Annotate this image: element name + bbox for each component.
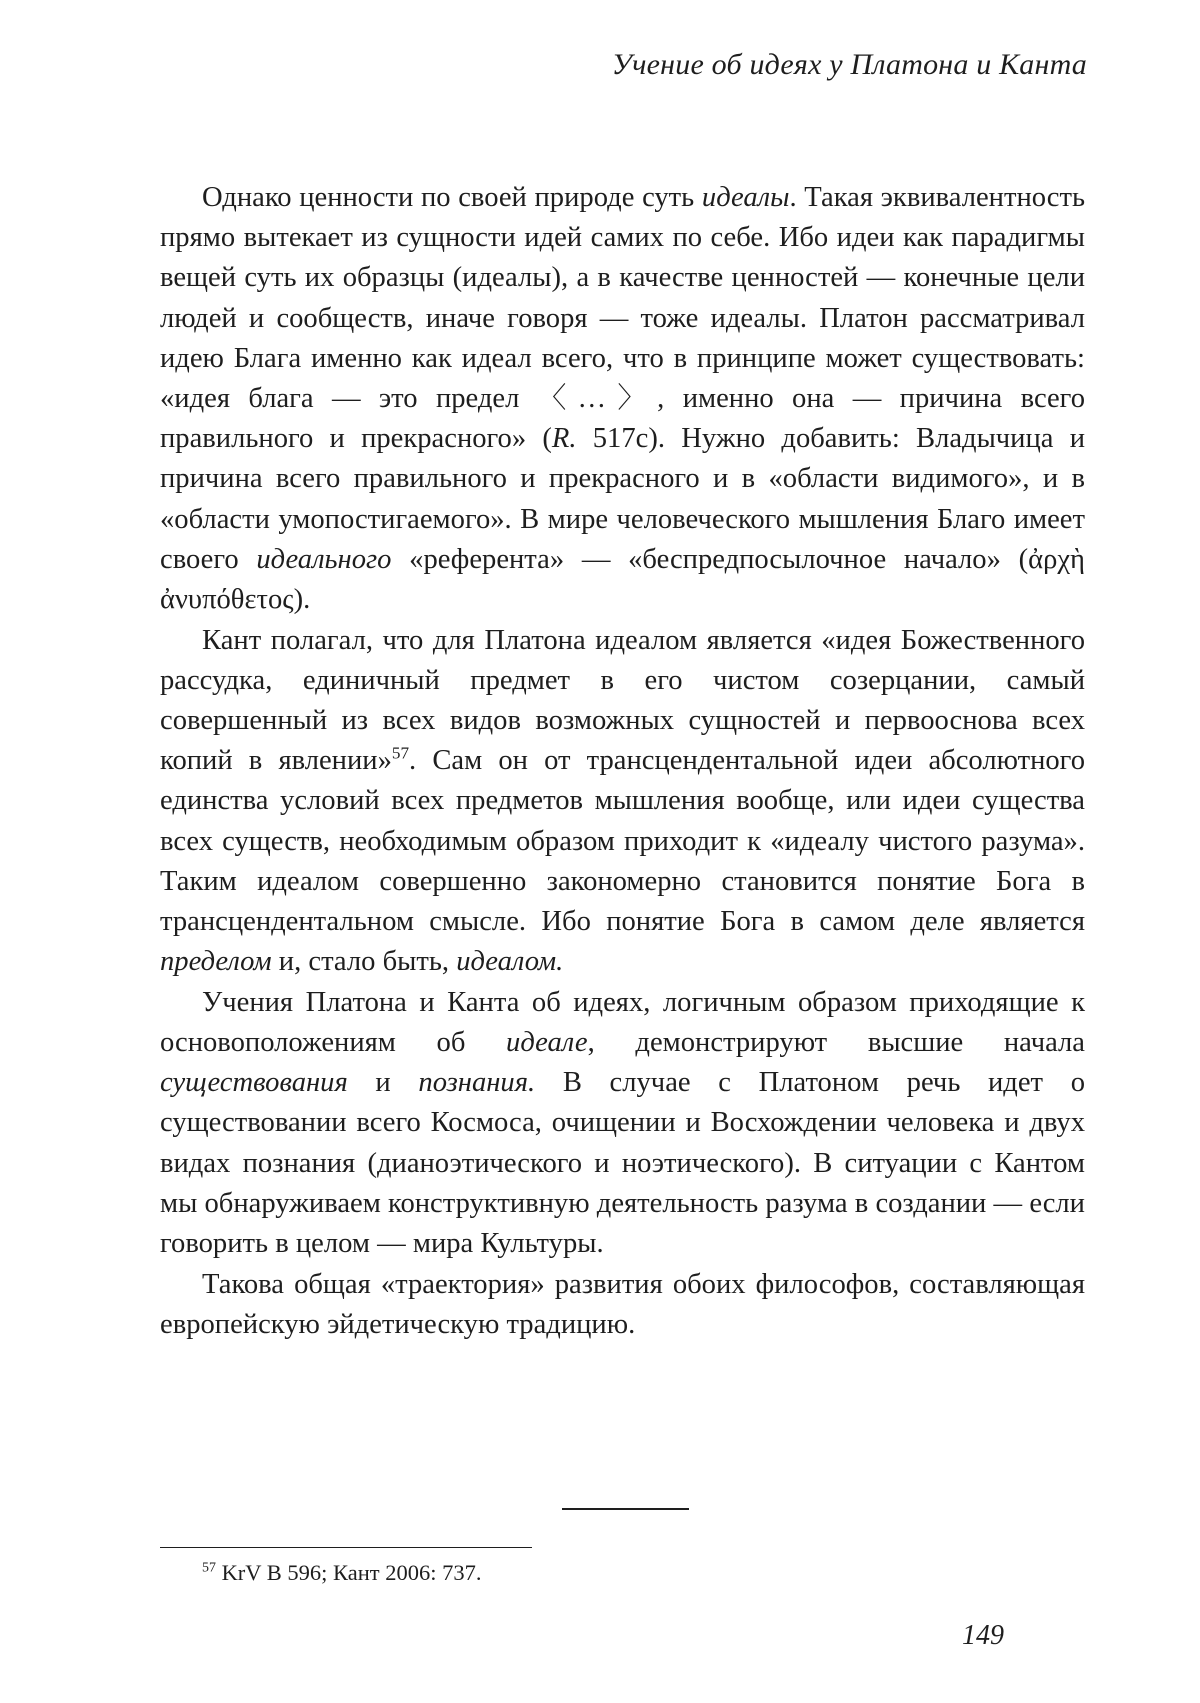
paragraph-4: Такова общая «траектория» развития обоих философов, составляющая европейскую эйдетическую традицию. — [160, 1268, 1085, 1340]
footnote-divider — [160, 1547, 532, 1548]
footnote-text: KrV B 596; Кант 2006: 737. — [215, 1560, 482, 1585]
paragraph-3: Учения Платона и Канта об идеях, логичным образом приходящие к основоположениям об идеале, демонстрируют высшие начала существования и познания. В случае с Платоном речь идет о существовании всего Космоса, очищении и Восхождении человека и двух видах познания (дианоэтического и ноэтического). В ситуации с Кантом мы обнаруживаем конструктивную деятельность разума в создании — если говорить в целом — мира Культуры. — [160, 986, 1086, 1260]
footnote-ref: 57 — [391, 743, 410, 763]
paragraph-1: Однако ценности по своей природе суть идеалы. Такая эквивалентность прямо вытекает из сущности идей самих по себе. Ибо идеи как парадигмы вещей суть их образцы (идеалы), а в качестве ценностей — конечные цели людей и сообществ, иначе говоря — тоже идеалы. Платон рассматривал идею Блага именно как идеал всего, что в принципе может существовать: «идея блага — это предел 〈…〉, именно она — причина всего правильного и прекрасного» (R. 517c). Нужно добавить: Владычица и причина всего правильного и прекрасного и в «области видимого», и в «области умопостигаемого». В мире человеческого мышления Благо имеет своего идеального «референта» — «беспредпосылочное начало» (ἀρχὴ ἀνυπόθετος). — [160, 182, 1085, 616]
page-number: 149 — [962, 1620, 1004, 1651]
paragraph-2: Кант полагал, что для Платона идеалом является «идея Божественного рассудка, единичный предмет в его чистом созерцании, самый совершенный из всех видов возможных сущностей и первооснова всех копий в явлении»$^{57}$. Сам он от трансцендентальной идеи абсолютного единства условий всех предметов мышления вообще, или идеи существа всех существ, необходимым образом приходит к «идеалу чистого разума». Таким идеалом совершенно закономерно становится понятие Бога в трансцендентальном смысле. Ибо понятие Бога в самом деле является пределом и, стало быть, идеалом. — [160, 624, 1085, 978]
running-header: Учение об идеях у Платона и Канта — [611, 48, 1087, 81]
main-text — [160, 178, 1085, 1345]
section-divider — [562, 1508, 689, 1510]
footnote-number: 57 — [202, 1560, 216, 1576]
footnote — [202, 1558, 481, 1588]
